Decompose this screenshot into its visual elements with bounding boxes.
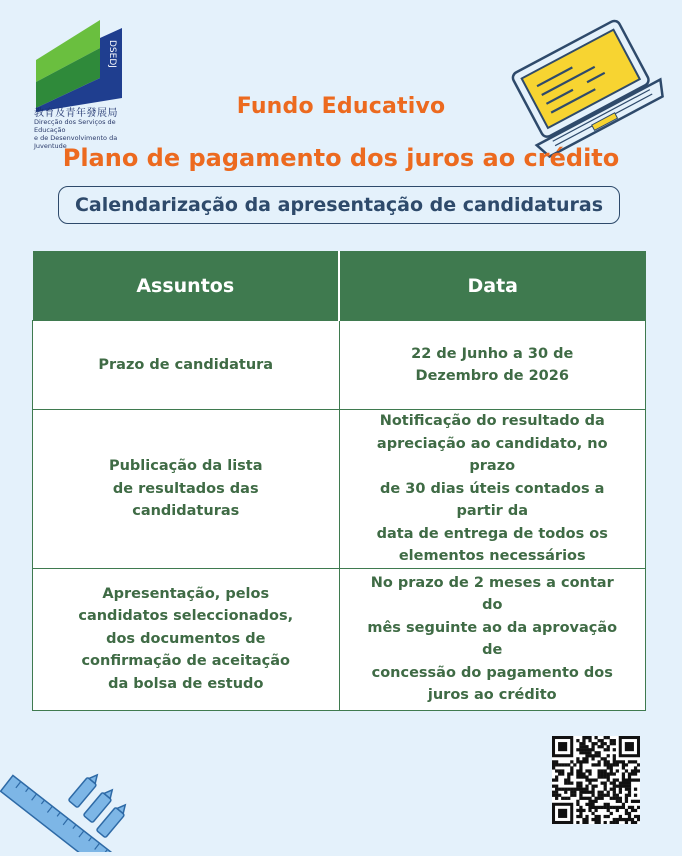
logo-badge: DSEDJ <box>107 40 117 68</box>
page-subtitle: Plano de pagamento dos juros ao crédito <box>62 144 620 172</box>
logo-line1: Direcção dos Serviços de Educação <box>34 118 116 134</box>
column-header-date: Data <box>339 251 646 321</box>
date-cell: No prazo de 2 meses a contar do mês seguinte ao da aprovação de concessão do pagamento dos juros ao crédito <box>339 568 646 710</box>
table-row <box>33 410 646 569</box>
subject-cell: Prazo de candidatura <box>33 321 340 410</box>
table-row <box>33 321 646 410</box>
section-heading <box>58 186 620 224</box>
qr-code-icon[interactable] <box>552 736 640 824</box>
schedule-table <box>32 251 646 711</box>
laptop-icon <box>502 8 682 158</box>
ruler-pens-icon <box>0 762 150 852</box>
subject-cell: Apresentação, pelos candidatos seleccionados, dos documentos de confirmação de aceitação da bolsa de estudo <box>33 568 340 710</box>
table-header-row <box>33 251 646 321</box>
subject-cell: Publicação da lista de resultados das candidaturas <box>33 410 340 569</box>
column-header-subjects: Assuntos <box>33 251 340 321</box>
logo-chinese: 教育及青年發展局 <box>34 108 118 119</box>
page-title: Fundo Educativo <box>236 94 446 119</box>
section-heading-label: Calendarização da apresentação de candidaturas <box>74 194 604 216</box>
table-row <box>33 568 646 710</box>
date-cell: 22 de Junho a 30 de Dezembro de 2026 <box>339 321 646 410</box>
date-cell: Notificação do resultado da apreciação ao candidato, no prazo de 30 dias úteis contados a partir da data de entrega de todos os elementos necessários <box>339 410 646 569</box>
logo-line2: e de Desenvolvimento da Juventude <box>34 134 118 150</box>
